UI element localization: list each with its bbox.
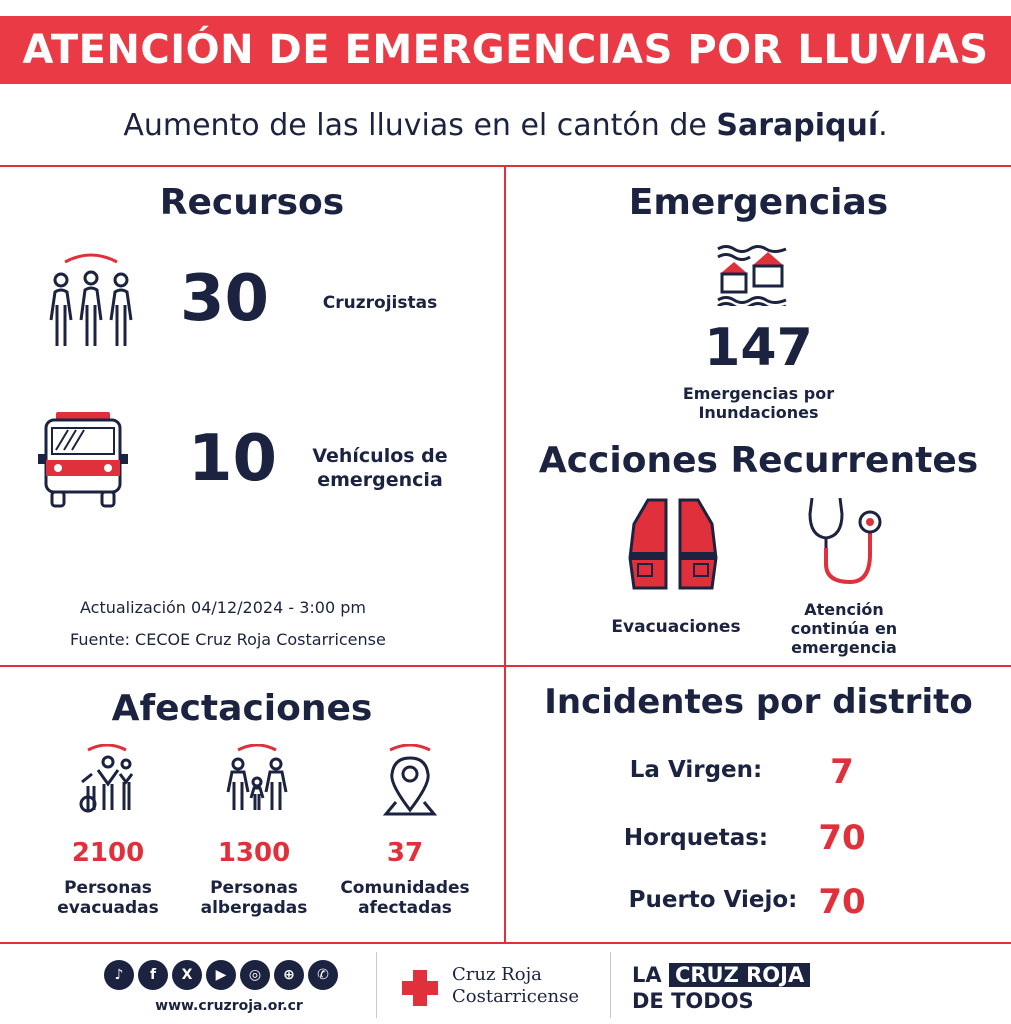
tiktok-icon[interactable]: ♪ xyxy=(104,960,134,990)
afectacion-label-evacuadas xyxy=(38,878,178,918)
incidentes-title: Incidentes por distrito xyxy=(544,682,973,722)
ambulance-icon xyxy=(38,410,128,514)
comunidades-label-line2: afectadas xyxy=(358,898,452,918)
district-name-la-virgen: La Virgen: xyxy=(629,757,763,783)
org-name-line2: Costarricense xyxy=(452,986,579,1007)
update-timestamp: Actualización 04/12/2024 - 3:00 pm xyxy=(80,598,366,617)
emergencias-title: Emergencias xyxy=(628,182,889,223)
location-pin-icon xyxy=(382,744,438,824)
social-icons xyxy=(104,960,338,990)
afectacion-value-evacuadas: 2100 xyxy=(71,838,145,868)
people-group-icon xyxy=(45,250,137,354)
afectacion-value-albergadas: 1300 xyxy=(217,838,291,868)
recursos-value-volunteers: 30 xyxy=(180,262,270,336)
district-name-puerto-viejo: Puerto Viejo: xyxy=(628,887,798,913)
evacuated-people-icon xyxy=(74,744,140,818)
acciones-title: Acciones Recurrentes xyxy=(538,440,979,481)
page-title: ATENCIÓN DE EMERGENCIAS POR LLUVIAS xyxy=(22,27,989,73)
evacuadas-label-line1: Personas xyxy=(64,878,152,898)
recursos-title: Recursos xyxy=(159,182,345,223)
flooded-houses-icon xyxy=(716,244,788,310)
slogan-part-a: LA xyxy=(632,963,662,987)
subtitle xyxy=(0,108,1011,143)
albergadas-label-line2: albergadas xyxy=(200,898,308,918)
afectaciones-title: Afectaciones xyxy=(111,688,373,729)
accion-label-evacuaciones: Evacuaciones xyxy=(611,617,741,637)
atencion-label-line3: emergencia xyxy=(791,638,897,657)
albergadas-label-line1: Personas xyxy=(210,878,298,898)
emergencias-value: 147 xyxy=(704,318,813,378)
footer-separator-1 xyxy=(376,952,377,1018)
instagram-icon[interactable]: ◎ xyxy=(240,960,270,990)
vehicles-label-line1: Vehículos de xyxy=(312,445,448,467)
footer-separator-2 xyxy=(610,952,611,1018)
comunidades-label-line1: Comunidades xyxy=(340,878,470,898)
sheltered-family-icon xyxy=(224,744,290,818)
recursos-label-volunteers: Cruzrojistas xyxy=(322,293,438,313)
vest-icon xyxy=(626,496,720,596)
slogan-line2: DE TODOS xyxy=(632,989,754,1013)
afectacion-label-albergadas xyxy=(184,878,324,918)
vehicles-label-line2: emergencia xyxy=(317,469,443,491)
header-banner xyxy=(0,16,1011,84)
recursos-label-vehicles xyxy=(300,444,460,492)
district-value-la-virgen: 7 xyxy=(830,752,854,792)
emergencias-label-line1: Emergencias por xyxy=(682,384,835,403)
emergencias-label xyxy=(506,384,1011,422)
slogan xyxy=(632,962,810,1014)
atencion-label-line1: Atención xyxy=(804,600,884,619)
org-name xyxy=(452,964,579,1008)
accion-label-atencion xyxy=(772,600,916,657)
subtitle-suffix: . xyxy=(878,108,888,143)
web-icon[interactable]: ⊕ xyxy=(274,960,304,990)
red-cross-logo xyxy=(400,968,440,1012)
youtube-icon[interactable]: ▶ xyxy=(206,960,236,990)
recursos-value-vehicles: 10 xyxy=(188,422,278,496)
stethoscope-icon xyxy=(804,494,886,590)
subtitle-place: Sarapiquí xyxy=(716,108,879,143)
slogan-part-b: CRUZ ROJA xyxy=(669,963,810,987)
website-link[interactable]: www.cruzroja.or.cr xyxy=(155,998,303,1014)
data-source: Fuente: CECOE Cruz Roja Costarricense xyxy=(70,630,386,649)
emergencias-label-line2: Inundaciones xyxy=(698,403,819,422)
facebook-icon[interactable]: f xyxy=(138,960,168,990)
divider-vertical xyxy=(504,165,506,942)
afectacion-value-comunidades: 37 xyxy=(386,838,424,868)
district-name-horquetas: Horquetas: xyxy=(623,825,769,851)
evacuadas-label-line2: evacuadas xyxy=(57,898,159,918)
subtitle-prefix: Aumento de las lluvias en el cantón de xyxy=(123,108,717,143)
atencion-label-line2: continúa en xyxy=(790,619,898,638)
org-name-line1: Cruz Roja xyxy=(452,964,542,985)
district-value-horquetas: 70 xyxy=(818,818,866,858)
district-value-puerto-viejo: 70 xyxy=(818,882,866,922)
divider-bottom xyxy=(0,942,1011,944)
x-icon[interactable]: X xyxy=(172,960,202,990)
afectacion-label-comunidades xyxy=(335,878,475,918)
whatsapp-icon[interactable]: ✆ xyxy=(308,960,338,990)
